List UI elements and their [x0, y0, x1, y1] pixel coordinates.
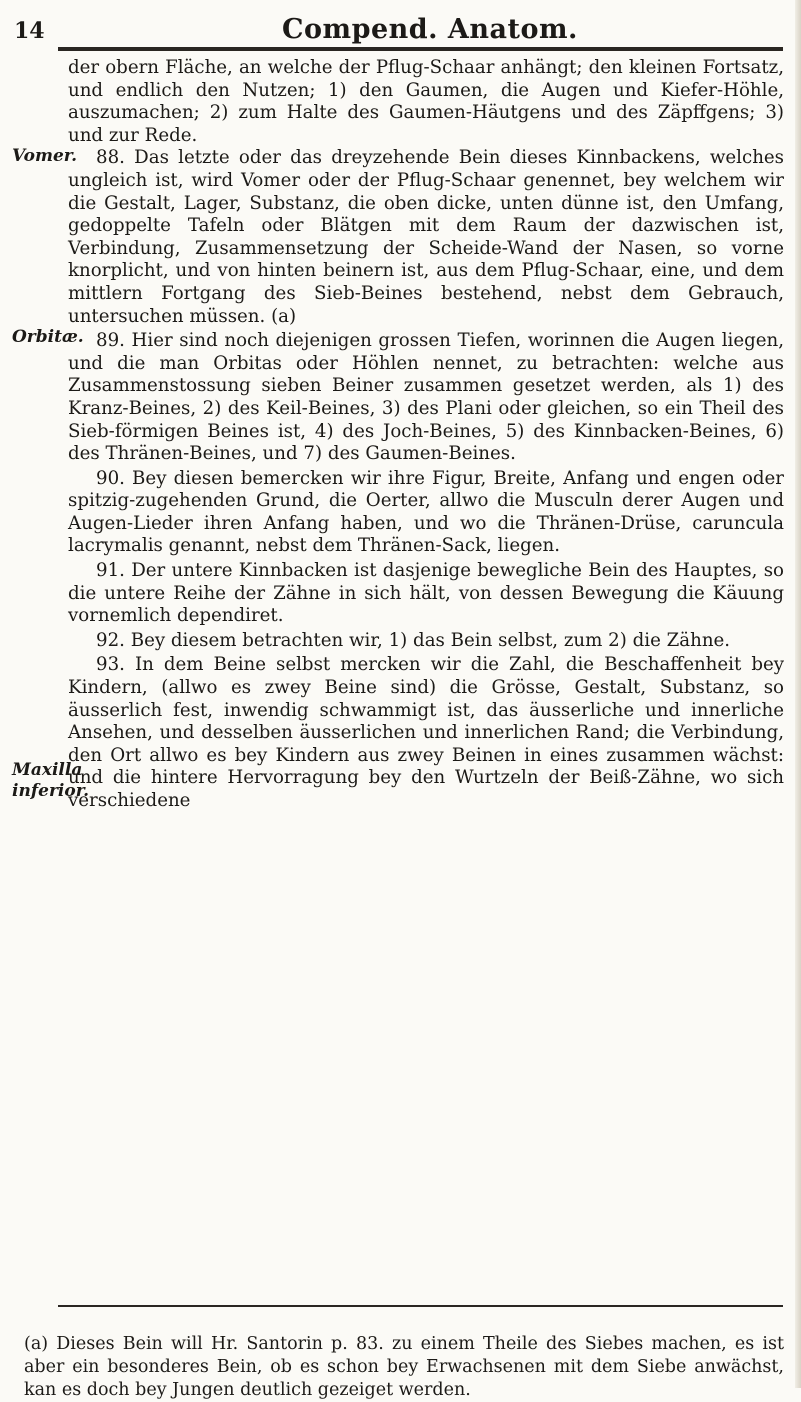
- footnote-rule: [58, 1305, 783, 1307]
- footnote: (a) Dieses Bein will Hr. Santorin p. 83. zu einem Theile des Siebes machen, es ist aber ein besonderes Bein, ob es schon bey Erwachsenen mit dem Siebe anwächst, kan es doch bey Jungen deutlich gezeiget werden.: [24, 1333, 784, 1400]
- paragraph-93: 93. In dem Beine selbst mercken wir die Zahl, die Beschaffenheit bey Kindern, (allwo es zwey Beine sind) die Grösse, Gestalt, Substanz, so äusserlich fest, inwendig schwammigt ist, das äusserliche und innerliche Ansehen, und desselben äusserlichen und innerlichen Rand; die Verbindung, den Ort allwo es bey Kindern aus zwey Beinen in eines zusammen wächst: und die hintere Hervorragung bey den Wurtzeln der Beiß-Zähne, wo sich verschiedene: [68, 654, 784, 811]
- paragraph-90: 90. Bey diesen bemercken wir ihre Figur, Breite, Anfang und engen oder spitzig-zugehenden Grund, die Oerter, allwo die Musculn derer Augen und Augen-Lieder ihren Anfang haben, und wo die Thränen-Drüse, caruncula lacrymalis genannt, nebst dem Thränen-Sack, liegen.: [68, 467, 784, 557]
- margin-note-maxilla: Maxilla: [12, 760, 83, 780]
- paragraph-91: 91. Der untere Kinnbacken ist dasjenige bewegliche Bein des Hauptes, so die untere Reihe der Zähne in sich hält, von dessen Bewegung die Käuung vornemlich dependiret.: [68, 560, 784, 627]
- paragraph-92: 92. Bey diesem betrachten wir, 1) das Bein selbst, zum 2) die Zähne.: [96, 629, 731, 651]
- page-edge-shadow: [795, 0, 801, 1388]
- header-rule: [58, 47, 783, 51]
- paragraph-88: 88. Das letzte oder das dreyzehende Bein dieses Kinnbackens, welches ungleich ist, wird Vomer oder der Pflug-Schaar genennet, bey welchem wir die Gestalt, Lager, Substanz, die oben dicke, unten dünne ist, den Umfang, gedoppelte Tafeln oder Blätgen mit dem Raum der dazwischen ist, Verbindung, Zusammensetzung der Scheide-Wand der Nasen, so vorne knorplicht, und von hinten beinern ist, aus dem Pflug-Schaar, eine, und dem mittlern Fortgang des Sieb-Beines bestehend, nebst dem Gebrauch, untersuchen müssen. (a): [68, 147, 784, 327]
- page-number: 14: [14, 18, 45, 44]
- body-text: [68, 57, 784, 813]
- margin-note-vomer: Vomer.: [12, 146, 78, 166]
- margin-note-inferior: inferior.: [12, 781, 90, 801]
- running-title: Compend. Anatom.: [282, 14, 578, 45]
- paragraph-continuation: der obern Fläche, an welche der Pflug-Schaar anhängt; den kleinen Fortsatz, und endlich den Nutzen; 1) den Gaumen, die Augen und Kiefer-Höhle, auszumachen; 2) zum Halte des Gaumen-Häutgens und des Zäpffgens; 3) und zur Rede.: [68, 57, 784, 146]
- margin-note-orbitae: Orbitæ.: [12, 327, 84, 347]
- paragraph-89: 89. Hier sind noch diejenigen grossen Tiefen, worinnen die Augen liegen, und die man Orbitas oder Höhlen nennet, zu betrachten: welche aus Zusammenstossung sieben Beiner zusammen gesetzet werden, als 1) des Kranz-Beines, 2) des Keil-Beines, 3) des Plani oder gleichen, so ein Theil des Sieb-förmigen Beines ist, 4) des Joch-Beines, 5) des Kinnbacken-Beines, 6) des Thränen-Beines, und 7) des Gaumen-Beines.: [68, 330, 784, 465]
